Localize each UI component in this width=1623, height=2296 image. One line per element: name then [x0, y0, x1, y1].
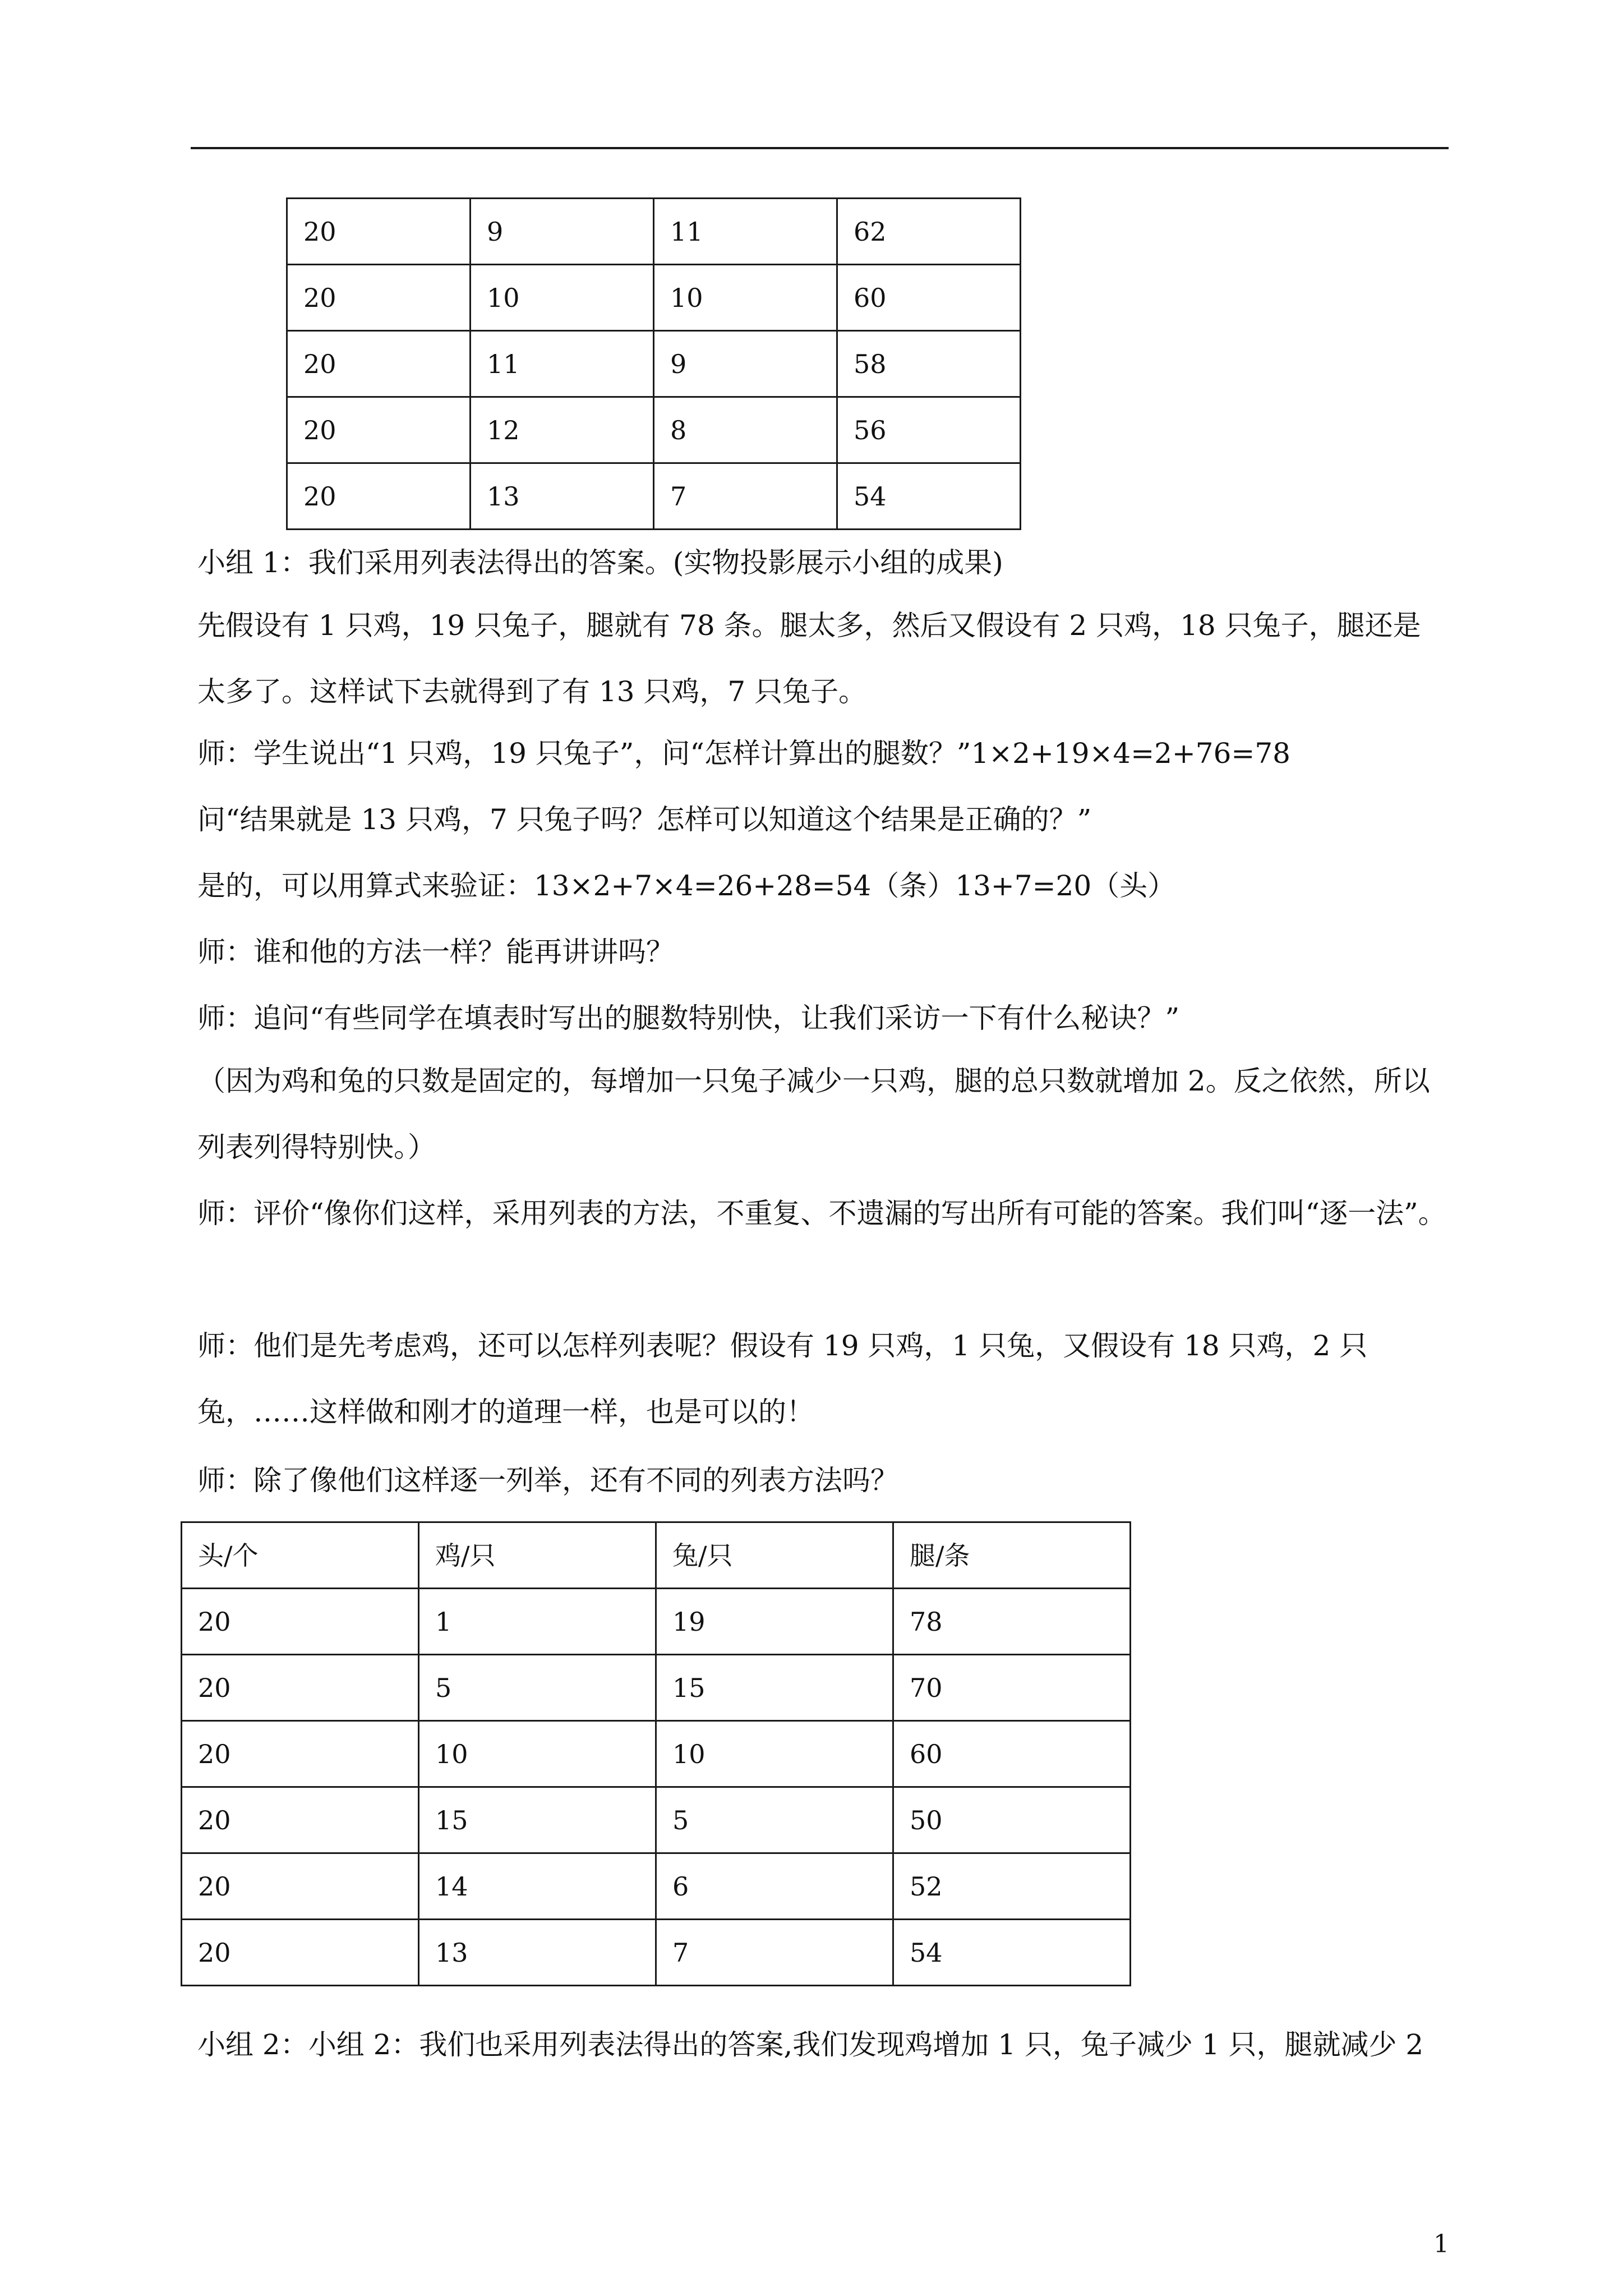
table-bottom-cell: 1	[419, 1589, 656, 1655]
table-bottom-row	[182, 1589, 1131, 1655]
table-top-row	[287, 199, 1021, 265]
table-bottom-cell: 15	[656, 1655, 893, 1721]
table-bottom-header-cell: 头/个	[182, 1522, 419, 1589]
table-bottom-cell: 50	[893, 1787, 1131, 1853]
table-top-cell: 20	[287, 265, 471, 331]
paragraph-group2: 小组 2：小组 2：我们也采用列表法得出的答案,我们发现鸡增加 1 只，兔子减少 1 只，腿就减少 2	[197, 2028, 1424, 2061]
table-top-cell: 10	[471, 265, 654, 331]
table-bottom-cell: 5	[656, 1787, 893, 1853]
paragraph-alternative: 师：他们是先考虑鸡，还可以怎样列表呢？假设有 19 只鸡，1 只兔，又假设有 18 只鸡，2 只兔，……这样做和刚才的道理一样，也是可以的！	[197, 1329, 1368, 1428]
table-bottom-cell: 54	[893, 1920, 1131, 1986]
page-number: 1	[1433, 2230, 1449, 2258]
paragraph-follow-up: 师：追问“有些同学在填表时写出的腿数特别快，让我们采访一下有什么秘诀？”	[197, 1002, 1180, 1034]
table-top-body	[287, 199, 1021, 530]
table-bottom-row	[182, 1853, 1131, 1920]
table-top-row	[287, 397, 1021, 463]
table-bottom-body	[182, 1522, 1131, 1986]
header-rule	[191, 147, 1449, 149]
table-bottom-row	[182, 1920, 1131, 1986]
table-bottom-header-row	[182, 1522, 1131, 1589]
table-top-cell: 9	[654, 331, 837, 397]
table-top-cell: 54	[837, 463, 1021, 530]
table-bottom-header-cell: 鸡/只	[419, 1522, 656, 1589]
table-bottom-cell: 20	[182, 1721, 419, 1787]
table-top-cell: 60	[837, 265, 1021, 331]
table-bottom-cell: 15	[419, 1787, 656, 1853]
table-bottom-header-cell: 腿/条	[893, 1522, 1131, 1589]
table-top-cell: 11	[654, 199, 837, 265]
table-bottom-cell: 20	[182, 1589, 419, 1655]
table-top-row	[287, 463, 1021, 530]
table-bottom-row	[182, 1787, 1131, 1853]
table-top-cell: 13	[471, 463, 654, 530]
table-bottom-cell: 20	[182, 1920, 419, 1986]
table-top-cell: 7	[654, 463, 837, 530]
table-top-cell: 58	[837, 331, 1021, 397]
table-bottom-cell: 78	[893, 1589, 1131, 1655]
paragraph-explanation: （因为鸡和兔的只数是固定的，每增加一只兔子减少一只鸡，腿的总只数就增加 2。反之依然，所以列表列得特别快。）	[197, 1065, 1430, 1163]
table-top-cell: 20	[287, 199, 471, 265]
data-table-top	[286, 197, 1021, 530]
table-bottom-cell: 70	[893, 1655, 1131, 1721]
table-top-cell: 56	[837, 397, 1021, 463]
table-top-row	[287, 265, 1021, 331]
paragraph-result-question: 问“结果就是 13 只鸡，7 只兔子吗？怎样可以知道这个结果是正确的？”	[197, 803, 1092, 836]
table-bottom-cell: 6	[656, 1853, 893, 1920]
paragraph-evaluation: 师：评价“像你们这样，采用列表的方法，不重复、不遗漏的写出所有可能的答案。我们叫“逐一法”。	[197, 1197, 1446, 1230]
table-bottom-cell: 20	[182, 1853, 419, 1920]
table-bottom-cell: 60	[893, 1721, 1131, 1787]
paragraph-verification: 是的，可以用算式来验证：13×2+7×4=26+28=54（条）13+7=20（头）	[197, 869, 1176, 902]
table-bottom-cell: 7	[656, 1920, 893, 1986]
table-bottom-row	[182, 1655, 1131, 1721]
table-top-cell: 62	[837, 199, 1021, 265]
table-top-cell: 9	[471, 199, 654, 265]
paragraph-same-method: 师：谁和他的方法一样？能再讲讲吗？	[197, 936, 674, 968]
table-top-row	[287, 331, 1021, 397]
table-top-cell: 20	[287, 331, 471, 397]
table-bottom-cell: 10	[656, 1721, 893, 1787]
table-top-cell: 11	[471, 331, 654, 397]
paragraph-assumption: 先假设有 1 只鸡，19 只兔子，腿就有 78 条。腿太多，然后又假设有 2 只鸡，18 只兔子，腿还是太多了。这样试下去就得到了有 13 只鸡，7 只兔子。	[197, 609, 1421, 708]
table-bottom-cell: 5	[419, 1655, 656, 1721]
table-top-cell: 8	[654, 397, 837, 463]
table-bottom-cell: 10	[419, 1721, 656, 1787]
paragraph-teacher-question: 师：学生说出“1 只鸡，19 只兔子”，问“怎样计算出的腿数？”1×2+19×4=2+76=78	[197, 737, 1290, 770]
table-bottom-cell: 14	[419, 1853, 656, 1920]
table-top-cell: 20	[287, 397, 471, 463]
table-bottom-cell: 20	[182, 1655, 419, 1721]
paragraph-group1: 小组 1：我们采用列表法得出的答案。(实物投影展示小组的成果)	[197, 546, 1003, 579]
table-bottom-cell: 13	[419, 1920, 656, 1986]
table-bottom-cell: 20	[182, 1787, 419, 1853]
table-bottom-header-cell: 兔/只	[656, 1522, 893, 1589]
data-table-bottom	[181, 1521, 1131, 1986]
table-top-cell: 12	[471, 397, 654, 463]
paragraph-other-methods: 师：除了像他们这样逐一列举，还有不同的列表方法吗？	[197, 1464, 898, 1497]
table-bottom-row	[182, 1721, 1131, 1787]
table-bottom-cell: 52	[893, 1853, 1131, 1920]
table-top-cell: 20	[287, 463, 471, 530]
table-top-cell: 10	[654, 265, 837, 331]
table-bottom-cell: 19	[656, 1589, 893, 1655]
